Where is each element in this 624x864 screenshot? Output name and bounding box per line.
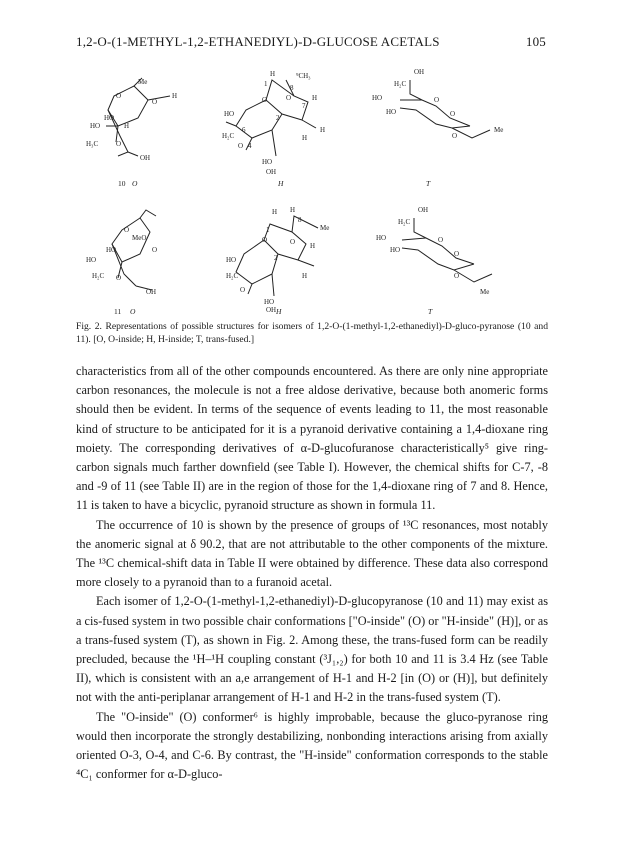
svg-text:O: O	[130, 307, 136, 316]
svg-text:H: H	[302, 272, 308, 280]
svg-text:Me: Me	[494, 126, 504, 134]
svg-text:1: 1	[264, 80, 268, 88]
svg-text:OH: OH	[140, 154, 151, 162]
svg-text:HO: HO	[262, 158, 273, 166]
svg-text:HO: HO	[386, 108, 397, 116]
svg-text:1: 1	[266, 226, 270, 234]
svg-text:6: 6	[242, 126, 246, 134]
figure-2	[76, 56, 546, 318]
row1-s3-labels	[372, 68, 503, 188]
svg-text:O: O	[454, 250, 460, 258]
svg-text:O: O	[238, 142, 244, 150]
svg-text:O: O	[116, 140, 122, 148]
svg-text:H: H	[302, 134, 308, 142]
svg-text:H₂C: H₂C	[394, 80, 407, 88]
svg-text:HO: HO	[376, 234, 387, 242]
svg-text:2: 2	[276, 114, 280, 122]
svg-text:OH: OH	[146, 288, 157, 296]
svg-text:HO: HO	[106, 246, 117, 254]
svg-text:O: O	[132, 179, 138, 188]
svg-text:O: O	[116, 92, 122, 100]
row1-s2-labels	[222, 70, 325, 188]
svg-text:H: H	[278, 179, 284, 188]
structure-trans-fused-1	[400, 80, 490, 138]
svg-text:H₂C: H₂C	[398, 218, 411, 226]
svg-text:HO: HO	[104, 114, 115, 122]
svg-text:O: O	[452, 132, 458, 140]
svg-text:HO: HO	[372, 94, 383, 102]
svg-text:H₂C: H₂C	[226, 272, 239, 280]
svg-text:HO: HO	[224, 110, 235, 118]
svg-text:Me: Me	[138, 78, 148, 86]
row1-s1-labels	[86, 78, 177, 188]
svg-text:O: O	[290, 238, 296, 246]
paragraph-3: Each isomer of 1,2-O-(1-methyl-1,2-ethanediyl)-D-glucopyranose (10 and 11) may exist as a cis-fused system in two possible chair conformations ["O-inside" (O) or "H-inside" (H)], or as a trans-fused system (T), as shown in Fig. 2. Among these, the trans-fused form can be readily precluded, because the ¹H–¹H coupling constant (³J₁,₂) for both 10 and 11 is 3.4 Hz (see Table II), which is consistent with an a,e arrangement of H-1 and H-2 [in (O) or (H)], but definitely not with the anti-periplanar arrangement of H-1 and H-2 in the trans-fused system (T).	[76, 594, 548, 705]
svg-text:O: O	[454, 272, 460, 280]
svg-text:H: H	[270, 70, 276, 78]
svg-text:OH: OH	[266, 306, 277, 314]
svg-text:MeO: MeO	[132, 234, 147, 242]
svg-text:H: H	[320, 126, 326, 134]
svg-text:H₃C: H₃C	[86, 140, 99, 148]
svg-text:H: H	[172, 92, 178, 100]
svg-text:O: O	[240, 286, 246, 294]
svg-text:H: H	[272, 208, 278, 216]
svg-text:O: O	[286, 94, 292, 102]
svg-text:H: H	[290, 206, 296, 214]
svg-text:O: O	[434, 96, 440, 104]
svg-text:8: 8	[298, 216, 302, 224]
svg-text:H: H	[310, 242, 316, 250]
svg-text:OH: OH	[418, 206, 429, 214]
svg-text:Me: Me	[320, 224, 330, 232]
svg-text:⁹CH₃: ⁹CH₃	[296, 72, 311, 80]
svg-text:HO: HO	[86, 256, 97, 264]
svg-text:HO: HO	[226, 256, 237, 264]
svg-text:2: 2	[274, 254, 278, 262]
svg-text:4: 4	[248, 142, 252, 150]
svg-text:10: 10	[118, 179, 126, 188]
svg-text:HO: HO	[264, 298, 275, 306]
body-text	[76, 362, 548, 784]
svg-text:O: O	[450, 110, 456, 118]
row2-s2-labels	[226, 206, 329, 316]
svg-text:H: H	[276, 307, 282, 316]
svg-text:O: O	[152, 98, 158, 106]
paragraph-4: The "O-inside" (O) conformer⁶ is highly improbable, because the gluco-pyranose ring would then incorporate the strongly destabilizing, nonbonding interactions arising from axially oriented O-3, O-4, and C-6. By contrast, the "H-inside" conformation corresponds to the stable ⁴C₁ conformer for α-D-gluco-	[76, 709, 548, 782]
svg-text:O: O	[124, 226, 130, 234]
svg-text:Me: Me	[480, 288, 490, 296]
svg-text:O: O	[262, 236, 268, 244]
svg-text:T: T	[426, 179, 431, 188]
svg-text:O: O	[438, 236, 444, 244]
svg-text:H: H	[312, 94, 318, 102]
svg-text:7: 7	[302, 102, 306, 110]
structure-trans-fused-2	[402, 218, 492, 282]
page-number: 105	[525, 34, 546, 49]
svg-text:8: 8	[290, 84, 294, 92]
running-title: 1,2-O-(1-METHYL-1,2-ETHANEDIYL)-D-GLUCOSE ACETALS	[76, 34, 440, 49]
svg-text:H: H	[124, 122, 130, 130]
svg-text:O: O	[262, 96, 268, 104]
svg-text:OH: OH	[414, 68, 425, 76]
structure-drawings	[76, 56, 546, 318]
figure-caption: Fig. 2. Representations of possible structures for isomers of 1,2-O-(1-methyl-1,2-ethanediyl)-D-gluco-pyranose (10 and 11). [O, O-inside; H, H-inside; T, trans-fused.]	[76, 321, 548, 345]
svg-text:T: T	[428, 307, 433, 316]
row2-s3-labels	[376, 206, 489, 316]
svg-text:HO: HO	[390, 246, 401, 254]
svg-text:H₂C: H₂C	[92, 272, 105, 280]
svg-text:11: 11	[114, 307, 122, 316]
svg-text:HO: HO	[90, 122, 101, 130]
paragraph-2: The occurrence of 10 is shown by the presence of groups of ¹³C resonances, most notably the anomeric signal at δ 90.2, that are not attributable to the other components of the mixture. The ¹³C chemical-shift data in Table II were obtained by difference. These data also correspond more closely to a pyranoid than to a furanoid acetal.	[76, 517, 548, 590]
svg-text:OH: OH	[266, 168, 277, 176]
svg-text:H₂C: H₂C	[222, 132, 235, 140]
svg-text:O: O	[116, 274, 122, 282]
paragraph-1: characteristics from all of the other compounds encountered. As there are only nine appropriate carbon resonances, the molecule is not a free aldose derivative, because both anomeric forms should then be evident. In terms of the sequence of events leading to 11, the most reasonable kind of structure to be anticipated for it is a pyranoid derivative containing a 1,4-dioxane ring moiety. The corresponding derivatives of α-D-glucofuranose characteristically⁵ give ring-carbon signals much farther downfield (see Table I). However, the chemical shifts for C-7, -8 and -9 of 11 (see Table II) are in the region of those for the 1,4-dioxane ring of 7 and 8. Hence, 11 is taken to have a bicyclic, pyranoid structure as shown in formula 11.	[76, 364, 548, 513]
svg-text:O: O	[152, 246, 158, 254]
